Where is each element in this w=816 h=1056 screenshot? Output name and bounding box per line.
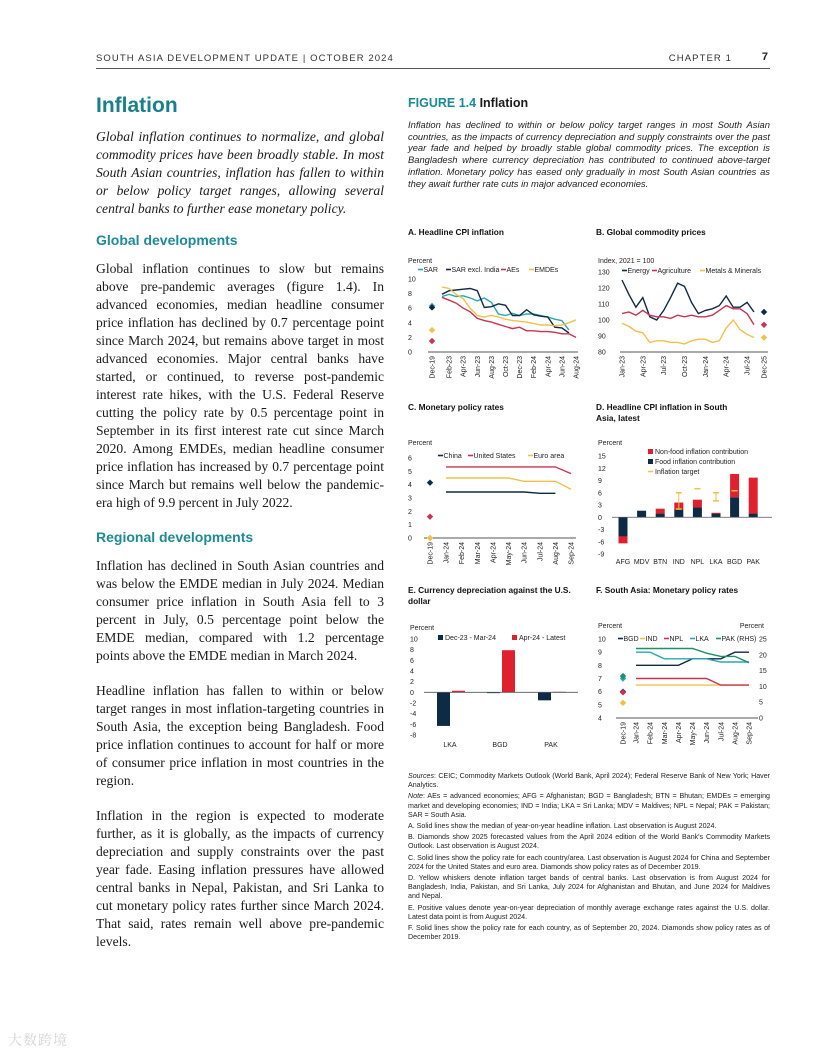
line-chart <box>408 255 588 395</box>
svg-text:80: 80 <box>598 349 606 357</box>
x-tick-label: Oct-23 <box>682 356 690 378</box>
x-tick-label: Mar-24 <box>661 722 669 745</box>
svg-text:130: 130 <box>598 269 610 277</box>
svg-text:2: 2 <box>408 334 412 342</box>
legend-label: PAK (RHS) <box>721 636 757 643</box>
x-tick-label: Jul-24 <box>744 356 752 376</box>
series-line <box>446 467 571 474</box>
legend-label: EMDEs <box>534 267 559 274</box>
svg-text:Percent: Percent <box>408 258 433 265</box>
svg-text:15: 15 <box>598 453 606 461</box>
svg-text:90: 90 <box>598 333 606 341</box>
svg-text:4: 4 <box>408 482 412 490</box>
bar-nonfood <box>656 509 665 514</box>
bar-food <box>730 497 739 517</box>
svg-text:15: 15 <box>759 668 767 676</box>
figure-title <box>408 96 770 110</box>
bar-chart <box>408 623 588 763</box>
svg-text:25: 25 <box>759 636 767 644</box>
svg-text:110: 110 <box>598 301 610 309</box>
x-tick-label: Apr-23 <box>640 356 648 378</box>
svg-text:Percent: Percent <box>739 623 764 630</box>
publication-title: SOUTH ASIA DEVELOPMENT UPDATE | OCTOBER 2024 <box>96 53 394 64</box>
legend-label: Energy <box>627 268 650 275</box>
legend-label: NPL <box>669 636 684 643</box>
x-tick-label: LKA <box>709 559 723 566</box>
article-title: Inflation <box>96 94 178 117</box>
chart-panel-c <box>408 402 588 572</box>
svg-text:7: 7 <box>598 676 602 683</box>
x-tick-label: NPL <box>690 559 705 566</box>
svg-text:9: 9 <box>598 478 602 485</box>
bar-food <box>712 514 721 518</box>
bar-nonfood <box>712 513 721 514</box>
line-chart <box>408 438 588 578</box>
figure-name: Inflation <box>479 96 529 110</box>
chart-title: C. Monetary policy rates <box>408 402 504 412</box>
series-line <box>442 297 576 337</box>
svg-text:0: 0 <box>408 535 412 543</box>
diamond-marker <box>620 700 626 706</box>
diamond-marker <box>761 334 767 340</box>
x-tick-label: Feb-24 <box>531 356 539 379</box>
svg-text:Percent: Percent <box>598 623 623 630</box>
note-line: Note: AEs = advanced economies; AFG = Afghanistan; BGD = Bangladesh; BTN = Bhutan; EMDEs = emerging market and developing economies; IND = India; LKA = Sri Lanka; MDV = Maldives; NPL = Nepal; PAK = Pakistan; SAR = South Asia. <box>408 792 770 819</box>
chart-title: F. South Asia: Monetary policy rates <box>596 585 739 595</box>
note-c: C. Solid lines show the policy rate for each country/area. Last observation is August 2024 for China and September 2024 for the United States and euro area. Diamonds show policy rates as of December 2019. <box>408 853 770 871</box>
diamond-marker <box>761 322 767 328</box>
x-tick-label: Apr-24 <box>723 356 731 378</box>
legend-label: SAR <box>423 267 438 274</box>
svg-text:8: 8 <box>410 647 414 655</box>
page-header <box>96 51 770 69</box>
bar-food <box>656 514 665 518</box>
x-tick-label: Aug-23 <box>488 356 496 379</box>
svg-text:10: 10 <box>408 276 416 284</box>
x-tick-label: Dec-19 <box>620 722 628 745</box>
page-number: 7 <box>761 51 768 63</box>
legend-label: IND <box>645 636 658 643</box>
diamond-marker <box>427 479 433 485</box>
svg-text:Percent: Percent <box>410 625 435 632</box>
bar-nonfood <box>693 500 702 508</box>
x-tick-label: Jul-24 <box>718 722 726 742</box>
note-e: E. Positive values denote year-on-year depreciation of monthly average exchange rates against the U.S. dollar. Latest data point is from August 2024. <box>408 903 770 921</box>
chart-title: A. Headline CPI inflation <box>408 227 504 237</box>
watermark-logo: 大数跨境 <box>8 1033 68 1049</box>
x-tick-label: Apr-24 <box>675 722 683 744</box>
x-tick-label: Jun-23 <box>474 356 482 378</box>
svg-text:Percent: Percent <box>598 440 623 447</box>
legend-label: Agriculture <box>657 268 691 275</box>
sources-line: Sources: CEIC; Commodity Markets Outlook (World Bank, April 2024); Federal Reserve Bank of New York; Haver Analytics. <box>408 772 770 790</box>
x-tick-label: Feb-24 <box>459 542 467 565</box>
figure-label: FIGURE 1.4 <box>408 96 477 110</box>
x-tick-label: Oct-23 <box>502 356 510 378</box>
legend-label: BGD <box>623 636 639 643</box>
svg-text:4: 4 <box>598 715 602 723</box>
svg-text:Non-food inflation contributio: Non-food inflation contribution <box>655 449 749 456</box>
paragraph: Inflation in the region is expected to moderate further, as it is globally, as the impacts of currency depreciation and supply constraints over the past year fade. Easing inflation pressures have allowed central banks in Nepal, Pakistan, and Sri Lanka to cut monetary policy rates further since March 2024. That said, rates remain well above pre-pandemic levels. <box>96 808 384 949</box>
chart-panel-d <box>596 402 776 572</box>
x-tick-label: Apr-24 <box>545 356 553 378</box>
x-tick-label: PAK <box>544 742 558 749</box>
svg-text:6: 6 <box>410 657 414 665</box>
svg-text:20: 20 <box>759 652 767 660</box>
x-tick-label: Dec-23 <box>517 356 525 379</box>
legend-label: United States <box>473 453 516 460</box>
svg-text:10: 10 <box>410 636 418 644</box>
x-tick-label: Aug-24 <box>552 542 560 565</box>
chart-panel-a <box>408 227 588 387</box>
bar-food <box>693 507 702 517</box>
series-line <box>622 280 754 320</box>
svg-text:3: 3 <box>408 495 412 503</box>
legend-label: SAR excl. India <box>451 267 500 274</box>
svg-text:6: 6 <box>408 455 412 463</box>
svg-text:Dec-23 - Mar-24: Dec-23 - Mar-24 <box>445 635 496 642</box>
bar <box>437 692 450 726</box>
svg-text:-6: -6 <box>410 721 417 729</box>
diamond-marker <box>427 535 433 541</box>
diamond-marker <box>620 689 626 695</box>
x-tick-label: BTN <box>653 559 668 566</box>
diamond-marker <box>761 309 767 315</box>
chart-panel-e <box>408 585 588 760</box>
x-tick-label: Sep-24 <box>746 722 754 745</box>
note-d: D. Yellow whiskers denote inflation target bands of central banks. Last observation is from August 2024 for Bangladesh, India, Pakistan, and Sri Lanka, July 2024 for Afghanistan and Bhutan, and June 2024 for Maldives and Nepal. <box>408 874 770 901</box>
series-line <box>446 492 555 493</box>
legend-label: AEs <box>506 267 520 274</box>
x-tick-label: Jan-23 <box>619 356 627 378</box>
svg-text:Inflation target: Inflation target <box>655 469 700 476</box>
x-tick-label: Dec-19 <box>427 542 435 565</box>
svg-text:6: 6 <box>598 490 602 498</box>
svg-text:8: 8 <box>598 662 602 670</box>
bar-nonfood <box>619 536 628 543</box>
svg-text:6: 6 <box>598 689 602 697</box>
chart-title: E. Currency depreciation against the U.S. dollar <box>408 585 571 606</box>
x-tick-label: PAK <box>746 559 760 566</box>
svg-text:3: 3 <box>598 502 602 510</box>
x-tick-label: Sep-24 <box>568 542 576 565</box>
bar <box>502 650 515 692</box>
diamond-marker <box>429 338 435 344</box>
x-tick-label: Jul-23 <box>661 356 669 376</box>
legend-label: Metals & Minerals <box>705 268 762 275</box>
chart-title: B. Global commodity prices <box>596 227 706 237</box>
svg-text:Index, 2021 = 100: Index, 2021 = 100 <box>598 258 655 265</box>
svg-text:10: 10 <box>759 683 767 691</box>
x-tick-label: Jun-24 <box>521 542 529 564</box>
x-tick-label: Dec-25 <box>761 356 769 379</box>
svg-text:2: 2 <box>410 679 414 687</box>
svg-text:100: 100 <box>598 317 610 325</box>
bar-chart <box>596 438 776 578</box>
x-tick-label: Jun-24 <box>559 356 567 378</box>
svg-text:120: 120 <box>598 285 610 293</box>
diamond-marker <box>429 327 435 333</box>
svg-text:1: 1 <box>408 522 412 530</box>
x-tick-label: LKA <box>443 742 457 749</box>
svg-text:5: 5 <box>759 699 763 707</box>
svg-text:Food inflation contribution: Food inflation contribution <box>655 459 736 466</box>
x-tick-label: Jan-24 <box>702 356 710 378</box>
diamond-marker <box>427 513 433 519</box>
chart-panel-f <box>596 585 776 760</box>
x-tick-label: MDV <box>633 559 650 566</box>
bar-food <box>749 514 758 518</box>
x-tick-label: Feb-24 <box>647 722 655 745</box>
bar-food <box>637 511 646 518</box>
chart-panel-b <box>596 227 776 387</box>
svg-text:4: 4 <box>408 320 412 328</box>
bar-food <box>619 517 628 536</box>
svg-text:0: 0 <box>408 349 412 357</box>
svg-text:2: 2 <box>408 508 412 516</box>
svg-text:0: 0 <box>759 715 763 723</box>
svg-text:5: 5 <box>408 468 412 476</box>
legend-label: China <box>443 453 462 460</box>
svg-text:-3: -3 <box>598 527 605 534</box>
x-tick-label: Feb-23 <box>446 356 454 379</box>
x-tick-label: Jan-24 <box>443 542 451 564</box>
x-tick-label: Dec-19 <box>429 356 437 379</box>
figure-description: Inflation has declined to within or below policy target ranges in most South Asian countries, as the impacts of currency depreciation and supply constraints over the past year fade and helped by broadly stable global commodity prices. The exception is Bangladesh where currency depreciation has contributed to continued above-target inflation. Monetary policy has eased only gradually in most South Asian countries as they await further rate cuts in major advanced economies. <box>408 119 770 189</box>
paragraph: Global inflation continues to slow but remains above pre-pandemic averages (figure 1.4). In advanced economies, median headline consumer price inflation has declined by 0.7 percentage point since March 2024, but remains above target in most advanced economies. Major central banks have started, or continued, to reverse post-pandemic interest rate hikes, with the U.S. Federal Reserve cutting the policy rate by 0.5 percentage point in September in its first interest rate cut since March 2020. Among EMDEs, median headline consumer price inflation has increased by 0.7 percentage point since March but remains well below the pandemic-era high of 9.9 percent in July 2022. <box>96 261 384 510</box>
x-tick-label: Jan-24 <box>633 722 641 744</box>
x-tick-label: Aug-24 <box>732 722 740 745</box>
series-line <box>636 649 749 663</box>
x-tick-label: May-24 <box>690 722 697 746</box>
figure-header <box>408 96 770 189</box>
note-f: F. Solid lines show the policy rate for each country, as of September 20, 2024. Diamonds show policy rates as of December 2019. <box>408 924 770 942</box>
svg-text:-6: -6 <box>598 539 605 547</box>
svg-text:-9: -9 <box>598 551 605 559</box>
series-line <box>636 679 749 686</box>
svg-text:12: 12 <box>598 465 606 473</box>
legend-label: LKA <box>695 636 709 643</box>
x-tick-label: Jun-24 <box>704 722 712 744</box>
line-chart <box>596 621 776 761</box>
article-column <box>96 94 384 968</box>
chapter-label: CHAPTER 1 <box>668 53 732 64</box>
note-b: B. Diamonds show 2025 forecasted values from the April 2024 edition of the World Bank's Commodity Markets Outlook. Last observation is August 2024. <box>408 833 770 851</box>
svg-text:Apr-24 - Latest: Apr-24 - Latest <box>519 635 566 642</box>
svg-text:-4: -4 <box>410 711 417 719</box>
x-tick-label: May-24 <box>506 542 513 566</box>
x-tick-label: BGD <box>492 742 508 749</box>
x-tick-label: AFG <box>615 559 631 566</box>
legend-label: Euro area <box>533 453 565 460</box>
x-tick-label: Apr-23 <box>460 356 468 378</box>
svg-text:-2: -2 <box>410 700 417 708</box>
x-tick-label: Jul-24 <box>537 542 545 562</box>
x-tick-label: Aug-24 <box>573 356 581 379</box>
svg-text:9: 9 <box>598 649 602 657</box>
bar <box>538 692 551 700</box>
section-heading-regional: Regional developments <box>96 529 254 545</box>
svg-text:Percent: Percent <box>408 440 433 447</box>
svg-text:5: 5 <box>598 702 602 710</box>
svg-text:0: 0 <box>410 689 414 697</box>
x-tick-label: Apr-24 <box>490 542 498 564</box>
chart-title: D. Headline CPI inflation in South Asia, latest <box>596 402 728 423</box>
svg-text:10: 10 <box>598 636 606 644</box>
figure-notes <box>408 772 770 944</box>
series-line <box>622 320 754 344</box>
svg-text:0: 0 <box>598 514 602 522</box>
x-tick-label: BGD <box>727 559 743 566</box>
bar-nonfood <box>749 478 758 514</box>
svg-text:4: 4 <box>410 668 414 676</box>
note-a: A. Solid lines show the median of year-on-year headline inflation. Last observation is August 2024. <box>408 822 717 831</box>
article-lead: Global inflation continues to normalize, and global commodity prices have been broadly stable. In most South Asian countries, inflation has fallen to within or below policy target ranges, allowing several central banks to further ease monetary policy. <box>96 129 384 216</box>
svg-text:6: 6 <box>408 305 412 313</box>
paragraph: Inflation has declined in South Asian countries and was below the EMDE median in July 2024. Median consumer price inflation in South Asia fell to 3 percent in July, 0.5 percentage point below the EMDE median, compared with 1.2 percentage points above the EMDE median in March 2024. <box>96 558 384 663</box>
line-chart <box>596 255 776 395</box>
section-heading-global: Global developments <box>96 232 238 248</box>
svg-text:-8: -8 <box>410 732 417 740</box>
series-line <box>446 478 571 489</box>
bar-food <box>674 509 683 517</box>
x-tick-label: Mar-24 <box>474 542 482 565</box>
svg-text:8: 8 <box>408 291 412 299</box>
x-tick-label: IND <box>672 559 685 566</box>
paragraph: Headline inflation has fallen to within or below target ranges in most inflation-targeting countries in South Asia, the exception being Bangladesh. Food price inflation continues to account for half or more of consumer price inflation in most countries in the region. <box>96 683 384 788</box>
bar-nonfood <box>730 474 739 497</box>
